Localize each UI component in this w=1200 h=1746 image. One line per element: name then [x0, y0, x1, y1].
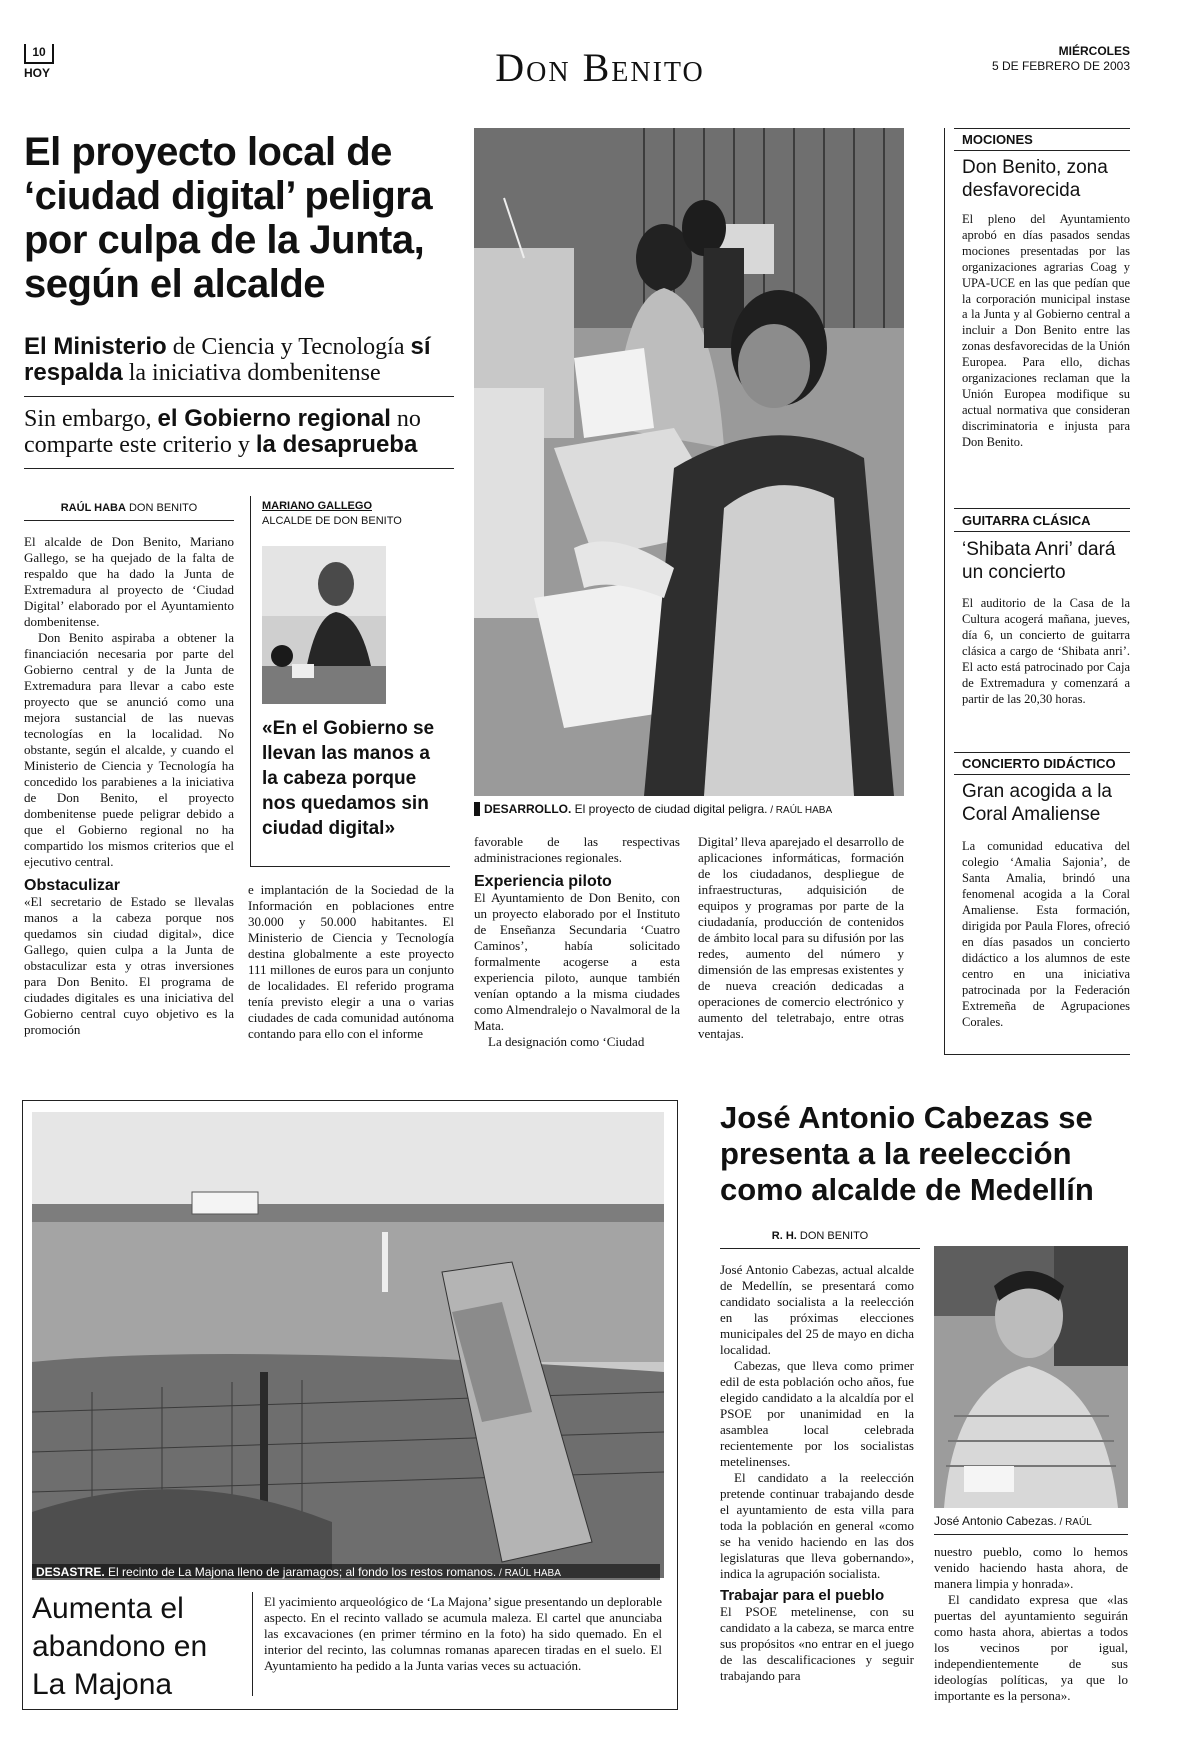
sidebar-item-3-label-rule: [954, 774, 1130, 775]
paper-name: HOY: [24, 66, 51, 80]
cabezas-byline-underline: [720, 1248, 920, 1249]
main-column-1: [24, 534, 234, 1038]
byline-underline: [24, 520, 234, 521]
cabezas-photo-caption-credit: / RAÚL: [1056, 1517, 1092, 1528]
deck1-text-1: de Ciencia y Tecnología: [166, 334, 411, 360]
sidebar-item-3-label: CONCIERTO DIDÁCTICO: [962, 756, 1116, 771]
deck-divider: [24, 396, 454, 397]
cabezas-photo: [934, 1246, 1128, 1508]
sidebar-item-1-top-rule: [954, 128, 1130, 129]
main-byline-name: RAÚL HABA: [60, 502, 126, 514]
cabezas-col1-paragraph-3: El candidato a la reelección pretende continuar trabajando desde el ayuntamiento de esta villa para toda la población en general «como se ha venido haciendo en las dos legislaturas que lleva gobernando», indica la agrupación socialista.: [720, 1470, 914, 1581]
deck2-text-1: Sin embargo,: [24, 406, 158, 432]
main-col3-paragraph-3: La designación como ‘Ciudad: [488, 1034, 645, 1049]
mayor-photo: [262, 546, 386, 704]
majona-photo: [32, 1112, 664, 1578]
majona-headline: Aumenta el abandono en La Majona: [32, 1592, 208, 1701]
cabezas-col1-paragraph-2: Cabezas, que lleva como primer edil de esta población ocho años, fue elegido candidato a la alcaldía por el PSOE por unanimidad en la asamblea local celebrada recientemente por los socialistas metelinenses.: [720, 1358, 914, 1469]
main-col1-paragraph-3: «El secretario de Estado se llevalas manos a la cabeza porque nos quedamos sin ciudad digital», dice Gallego, quien culpa a la Junta de obstaculizar esta y otras inversiones para Don Benito. El programa de ciudades digitales es una iniciativa del Gobierno central cuyo objetivo es la promoción: [24, 894, 234, 1037]
majona-caption-label: DESASTRE.: [36, 1565, 105, 1579]
cabezas-col2-paragraph-1: nuestro pueblo, como lo hemos venido haciendo hasta ahora, de manera limpia y honrada».: [934, 1544, 1128, 1591]
sidebar-item-1-title: Don Benito, zona desfavorecida: [962, 157, 1108, 201]
cabezas-byline: [720, 1230, 920, 1242]
main-col4-paragraph-1: Digital’ lleva aparejado el desarrollo de aplicaciones informáticas, formación de los ciudadanos, despliegue de infraestructuras, adquisición de equipos y programas por parte de la ciudadanía, producción de contenidos de ámbito local para su difusión por las redes, aumento del número y dimensión de las empresas existentes y de nueva creación dedicadas a operaciones de comercio electrónico y aumento del teletrabajo, entre otras ventajas.: [698, 834, 904, 1041]
main-col1-paragraph-1: El alcalde de Don Benito, Mariano Gallego, se ha quejado de la falta de respaldo que ha dado la Junta de Extremadura al proyecto de ‘Ciudad Digital’ elaborado por el Ayuntamiento dombenitense.: [24, 534, 234, 629]
deck1-text-2: la iniciativa dombenitense: [122, 360, 381, 386]
page-number: 10: [24, 44, 54, 64]
main-subhead-obstaculizar: Obstaculizar: [24, 877, 121, 894]
majona-caption: [32, 1564, 660, 1580]
main-column-4: [698, 834, 904, 1042]
cabezas-photo-caption-text: José Antonio Cabezas.: [934, 1514, 1057, 1528]
sidebar-item-2-text: El auditorio de la Casa de la Cultura acogerá mañana, jueves, día 6, un concierto de guitarra clásica a cargo de ‘Shibata anri’. El acto está patrocinado por Caja de Extremadura y comenzará a partir de las 20,30 horas.: [962, 596, 1130, 706]
deck2-bold-1: el Gobierno regional: [157, 405, 391, 432]
cabezas-photo-caption: [934, 1514, 1128, 1528]
sidebar-item-3-text: La comunidad educativa del colegio ‘Amalia Sajonia’, de Santa Amalia, brindó una fenomenal acogida a la Coral Amaliense. Esta formación, dirigida por Paula Flores, ofreció en días pasados un concierto didáctico a los alumnos de este centro en una iniciativa patrocinada por la Federación Extremeña de Agrupaciones Corales.: [962, 839, 1130, 1029]
main-photo-caption: [474, 802, 914, 816]
sidebar-left-border: [944, 128, 945, 1054]
cabezas-col2-paragraph-2: El candidato expresa que «las puertas del ayuntamiento seguirán como hasta ahora, abiertas a todos los vecinos por igual, independientemente de sus ideologías políticas, ya que lo importante es la persona».: [934, 1592, 1128, 1703]
main-photo-caption-label: DESARROLLO.: [484, 802, 572, 816]
deck1-bold-2: sí respalda: [24, 333, 431, 386]
main-byline: [24, 502, 234, 514]
cabezas-byline-name: R. H.: [771, 1230, 797, 1242]
quote-box-bottom-border: [250, 866, 450, 867]
main-headline: El proyecto local de ‘ciudad digital’ peligra por culpa de la Junta, según el alcalde: [24, 130, 433, 306]
cabezas-subhead: Trabajar para el pueblo: [720, 1587, 885, 1604]
sidebar-item-2-label-rule: [954, 531, 1130, 532]
cabezas-headline: José Antonio Cabezas se presenta a la reelección como alcalde de Medellín: [720, 1100, 1094, 1207]
sidebar-item-1-text: El pleno del Ayuntamiento aprobó en días pasados sendas mociones presentadas por las organizaciones agrarias Coag y UPA-UCE en las que pedían que la corporación municipal instase a la Junta y al Gobierno central a incluir a Don Benito entre las zonas desfavorecidas de la Unión Europea. Para ello, dichas organizaciones reclaman que la Unión Europea modifique su actual normativa que consideran discriminatoria e injusta para Don Benito.: [962, 212, 1130, 449]
sidebar-item-1-label-rule: [954, 150, 1130, 151]
cabezas-column-1: [720, 1262, 914, 1684]
date: 5 DE FEBRERO DE 2003: [991, 59, 1130, 73]
sidebar-item-2-label: GUITARRA CLÁSICA: [962, 513, 1091, 528]
quote-role: ALCALDE DE DON BENITO: [262, 515, 402, 527]
majona-caption-credit: / RAÚL HABA: [496, 1568, 561, 1579]
deck-bottom-divider: [24, 468, 454, 469]
main-col1-paragraph-2: Don Benito aspiraba a obtener la financiación necesaria por parte del Gobierno central y de la Junta de Extremadura para llevar a cabo este proyecto que se anunció como una mejora sustancial de las nuevas tecnologías en la localidad. No obstante, según el alcalde, y cuando el Ministerio de Ciencia y Tecnología ha concedido los parabienes a la iniciativa de Don Benito, el proyecto dombenitense puede peligrar debido a que el Gobierno regional no ha compartido los mismos criterios que el ejecutivo central.: [24, 630, 234, 869]
deck2-text-2: no comparte este criterio y: [24, 406, 421, 458]
quote-box-left-border: [250, 496, 251, 866]
majona-caption-text: El recinto de La Majona lleno de jaramagos; al fondo los restos romanos.: [104, 1565, 497, 1579]
cabezas-byline-place: DON BENITO: [799, 1230, 869, 1242]
main-col3-paragraph-1: favorable de las respectivas administraciones regionales.: [474, 834, 680, 865]
main-column-3: [474, 834, 680, 1050]
sidebar-item-3-top-rule: [954, 752, 1130, 753]
cabezas-col1-paragraph-1: José Antonio Cabezas, actual alcalde de Medellín, se presentará como candidato socialista a la reelección en las próximas elecciones municipales del 25 de mayo en dicha localidad.: [720, 1262, 914, 1357]
sidebar-bottom-rule: [944, 1054, 1130, 1055]
main-col2-paragraph-1: e implantación de la Sociedad de la Información en poblaciones entre 30.000 y 50.000 habitantes. El Ministerio de Ciencia y Tecnología destina globalmente a este proyecto 111 millones de euros para un conjunto de localidades. El referido programa tenía previsto elegir a una o varias ciudades de cada comunidad autónoma contando para ello con el informe: [248, 882, 454, 1041]
computer-class-photo: [474, 128, 904, 796]
main-column-2: [248, 882, 454, 1042]
sidebar-item-2-title: ‘Shibata Anri’ dará un concierto: [962, 539, 1116, 583]
cabezas-col1-paragraph-4: El PSOE metelinense, con su candidato a la cabeza, se marca entre sus propósitos «no entrar en el juego de las descalificaciones y seguir trabajando para: [720, 1604, 914, 1683]
majona-column-divider: [252, 1592, 253, 1696]
main-photo-caption-credit: / RAÚL HABA: [767, 805, 833, 816]
pull-quote: «En el Gobierno se llevan las manos a la cabeza porque nos quedamos sin ciudad digital»: [262, 718, 435, 839]
cabezas-column-2: [934, 1544, 1128, 1704]
sidebar-item-2-top-rule: [954, 508, 1130, 509]
main-deck-1: [24, 334, 454, 386]
main-col3-paragraph-2: El Ayuntamiento de Don Benito, con un proyecto elaborado por el Instituto de Enseñanza Secundaria ‘Cuatro Caminos’, había solicitado formalmente acogerse a esta experiencia piloto, aunque también venían optando a la misma ciudades como Almendralejo o Navalmoral de la Mata.: [474, 890, 680, 1033]
weekday: MIÉRCOLES: [1058, 44, 1130, 58]
main-photo-caption-text: El proyecto de ciudad digital peligra.: [571, 802, 768, 816]
deck1-bold-1: El Ministerio: [24, 333, 167, 360]
cabezas-caption-underline: [934, 1534, 1128, 1535]
main-byline-place: DON BENITO: [128, 502, 198, 514]
sidebar-item-3-title: Gran acogida a la Coral Amaliense: [962, 781, 1112, 825]
main-deck-2: [24, 406, 454, 458]
main-subhead-experiencia: Experiencia piloto: [474, 873, 612, 890]
quote-name: MARIANO GALLEGO: [262, 500, 372, 512]
section-title: Don Benito: [495, 45, 705, 90]
sidebar-item-1-label: MOCIONES: [962, 132, 1033, 147]
majona-text: El yacimiento arqueológico de ‘La Majona’ sigue presentando un deplorable aspecto. En el recinto vallado se acumula maleza. El cartel que anunciaba las excavaciones (en primer término en la foto) ha sido quemado. En el interior del recinto, las columnas romanas aparecen tiradas en el suelo. El Ayuntamiento ha pedido a la Junta varias veces su actuación.: [264, 1594, 662, 1673]
deck2-bold-2: la desaprueba: [255, 431, 418, 458]
